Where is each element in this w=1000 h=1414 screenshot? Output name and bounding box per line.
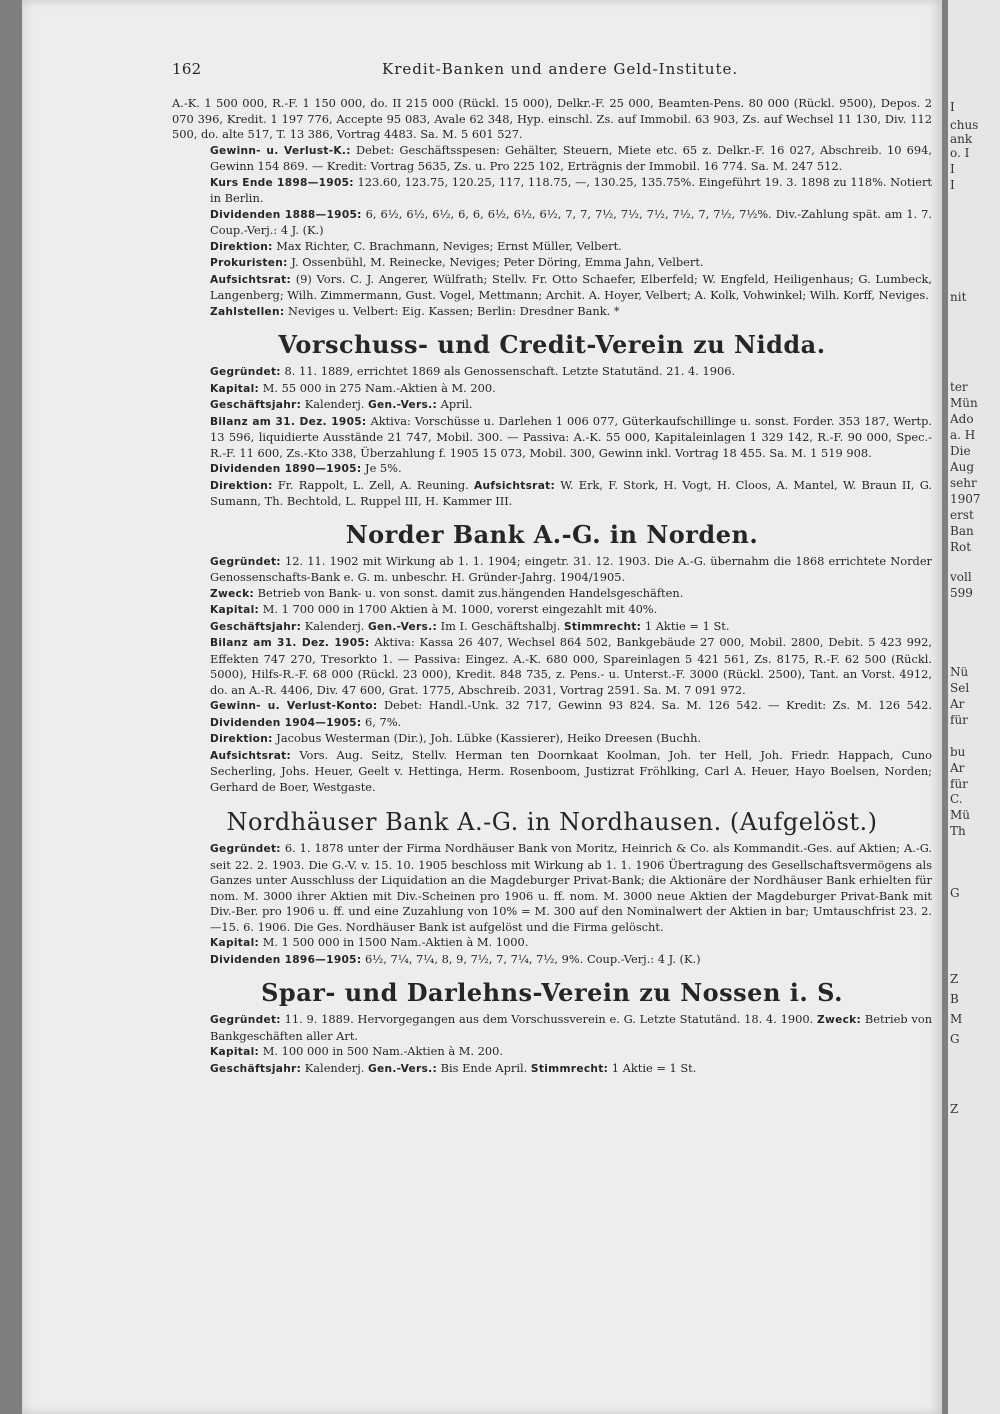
adjacent-page-fragment: o. I: [950, 146, 970, 160]
adjacent-page-fragment: ank: [950, 132, 973, 146]
adjacent-page-fragment: C.: [950, 792, 963, 806]
page-content: [172, 96, 932, 1077]
fiscal-year-entry: Geschäftsjahr: Kalenderj. Gen.-Vers.: Bis Ende April. Stimmrecht: 1 Aktie = 1 St.: [210, 1060, 697, 1075]
adjacent-page-edge: [948, 0, 1000, 1414]
founded-entry: Gegründet: 6. 1. 1878 unter der Firma Nordhäuser Bank von Moritz, Heinrich & Co. als Kommandit.-Ges. auf Aktien; A.-G. seit 22. 2. 1903. Die G.-V. v. 15. 10. 1905 beschloss mit Wirkung ab 1. 1. 1906 Übertragung des Gesellschaftsvermögens als Ganzes unter Ausschluss der Liquidation an die Magdeburger Privat-Bank; die Aktionäre der Nordhäuser Bank erhielten für nom. M. 3000 ihrer Aktien mit Div.-Scheinen pro 1906 u. ff. nom. M. 3000 neue Aktien der Magdeburger Privat-Bank mit Div.-Ber. pro 1906 u. ff. und eine Zuzahlung von 10% = M. 300 auf den Nominalwert der Aktien in bar; Umtauschfrist 23. 2.—15. 6. 1906. Die Ges. Nordhäuser Bank ist aufgelöst und die Firma gelöscht.: [210, 841, 933, 934]
adjacent-page-fragment: Ado: [950, 412, 974, 426]
founded-entry: Gegründet: 11. 9. 1889. Hervorgegangen aus dem Vorschussverein e. G. Letzte Statutänd. 18. 4. 1900. Zweck: Betrieb von Bankgeschäften aller Art.: [210, 1012, 933, 1043]
balance-entry: Bilanz am 31. Dez. 1905: Aktiva: Vorschüsse u. Darlehen 1 006 077, Güterkaufschillinge u. sonst. Forder. 353 187, Wertp. 13 596, liquidierte Ausstände 21 747, Mobil. 300. — Passiva: A.-K. 55 000, Kapitaleinlagen 1 329 142, R.-F. 90 000, Spec.-R.-F. 11 600, Zs.-Kto 338, Überzahlung f. 1905 15 073, Mobil. 300, Gewinn inkl. Vortrag 18 455. Sa. M. 1 519 908.: [210, 413, 932, 460]
adjacent-page-fragment: a. H: [950, 428, 976, 442]
supervisory-board-entry: Aufsichtsrat: Vors. Aug. Seitz, Stellv. Herman ten Doornkaat Koolman, Joh. ter Hell, Joh. Friedr. Happach, Cuno Secherling, Johs. Heuer, Geelt v. Hettinga, Herm. Rosenboom, Justizrat Fröhlking, Carl A. Heuer, Hayo Boelsen, Norden; Gerhard de Boer, Westgaste.: [210, 747, 932, 794]
adjacent-page-fragment: für: [950, 713, 968, 727]
fiscal-year-entry: Geschäftsjahr: Kalenderj. Gen.-Vers.: Im I. Geschäftshalbj. Stimmrecht: 1 Aktie = 1 St.: [210, 618, 730, 633]
procurators-entry: Prokuristen: J. Ossenbühl, M. Reinecke, Neviges; Peter Döring, Emma Jahn, Velbert.: [210, 255, 704, 269]
adjacent-page-fragment: nit: [950, 290, 967, 304]
adjacent-page-fragment: Aug: [950, 460, 975, 474]
founded-entry: Gegründet: 12. 11. 1902 mit Wirkung ab 1. 1. 1904; eingetr. 31. 12. 1903. Die A.-G. übernahm die 1868 errichtete Norder Genossenschafts-Bank e. G. m. unbeschr. H. Gründer-Jahrg. 1904/1905.: [210, 553, 933, 584]
section-title-nordhausen: Nordhäuser Bank A.-G. in Nordhausen. (Aufgelöst.): [226, 808, 878, 836]
adjacent-page-fragment: bu: [950, 745, 966, 759]
capital-entry: Kapital: M. 1 500 000 in 1500 Nam.-Aktien à M. 1000.: [210, 935, 529, 949]
adjacent-page-fragment: I: [950, 100, 955, 114]
directors-entry: Direktion: Max Richter, C. Brachmann, Neviges; Ernst Müller, Velbert.: [210, 238, 622, 253]
adjacent-page-fragment: Z: [950, 1102, 959, 1116]
adjacent-page-fragment: Nü: [950, 665, 969, 679]
supervisory-board-entry: Aufsichtsrat: (9) Vors. C. J. Angerer, Wülfrath; Stellv. Fr. Otto Schaefer, Elberfeld; W. Engfeld, Heiligenhaus; G. Lumbeck, Langenberg; Wilh. Zimmermann, Gust. Vogel, Mettmann; Archit. A. Hoyer, Velbert; A. Kolk, Vohwinkel; Wilh. Korff, Neviges.: [210, 271, 933, 302]
book-page: [22, 0, 942, 1414]
running-title: Kredit-Banken und andere Geld-Institute.: [382, 60, 739, 78]
adjacent-page-fragment: ter: [950, 380, 968, 394]
adjacent-page-fragment: I: [950, 162, 955, 176]
adjacent-page-fragment: G: [950, 886, 960, 900]
adjacent-page-fragment: Mün: [950, 396, 978, 410]
adjacent-page-fragment: I: [950, 178, 955, 192]
adjacent-page-fragment: Rot: [950, 540, 972, 554]
page-header: [172, 60, 932, 84]
directors-entry: Direktion: Jacobus Westerman (Dir.), Joh. Lübke (Kassierer), Heiko Dreesen (Buchh.: [210, 731, 702, 745]
balance-entry: Bilanz am 31. Dez. 1905: Aktiva: Kassa 26 407, Wechsel 864 502, Bankgebäude 27 000, Mobil. 2800, Debit. 5 423 992, Effekten 747 270, Tresorkto 1. — Passiva: Eingez. A.-K. 680 000, Spareinlagen 5 421 561, Zs. 8175, R.-F. 62 500 (Rückl. 5000), Hilfs-R.-F. 68 000 (Rückl. 23 000), Kredit. 848 735, z. Pens.- u. Unterst.-F. 3000 (Rückl. 2500), Tant. an Vorst. 4912, do. an A.-R. 4406, Div. 47 600, Grat. 1775, Abschreib. 2031, Vortrag 2591. Sa. M. 7 091 972.: [210, 635, 932, 697]
profit-loss-entry: Gewinn- u. Verlust-Konto: Debet: Handl.-Unk. 32 717, Gewinn 93 824. Sa. M. 126 542. — Kredit: Zs. M. 126 542. Dividenden 1904—1905: 6, 7%.: [210, 698, 932, 729]
adjacent-page-fragment: Z: [950, 972, 959, 986]
adjacent-page-fragment: Mü: [950, 808, 971, 822]
adjacent-page-fragment: Ban: [950, 524, 974, 538]
adjacent-page-fragment: Sel: [950, 681, 970, 695]
price-entry: Kurs Ende 1898—1905: 123.60, 123.75, 120.25, 117, 118.75, —, 130.25, 135.75%. Eingeführt 19. 3. 1898 zu 118%. Notiert in Berlin.: [210, 174, 932, 205]
founded-entry: Gegründet: 8. 11. 1889, errichtet 1869 als Genossenschaft. Letzte Statutänd. 21. 4. 1906.: [210, 364, 736, 378]
capital-entry: Kapital: M. 55 000 in 275 Nam.-Aktien à M. 200.: [210, 380, 496, 395]
profit-loss-entry: Gewinn- u. Verlust-K.: Debet: Geschäftsspesen: Gehälter, Steuern, Miete etc. 65 z. Delkr.-F. 16 027, Abschreib. 10 694, Gewinn 154 869. — Kredit: Vortrag 5635, Zs. u. Pro 225 102, Erträgnis der Immobil. 16 774. Sa. M. 247 512.: [210, 142, 932, 173]
adjacent-page-fragment: B: [950, 992, 959, 1006]
adjacent-page-fragment: G: [950, 1032, 960, 1046]
section-title-norden: Norder Bank A.-G. in Norden.: [345, 519, 759, 549]
adjacent-page-fragment: chus: [950, 118, 979, 132]
adjacent-page-fragment: voll: [950, 570, 972, 584]
adjacent-page-fragment: Ar: [950, 697, 965, 711]
balance-continuation: A.-K. 1 500 000, R.-F. 1 150 000, do. II 215 000 (Rückl. 15 000), Delkr.-F. 25 000, Beamten-Pens. 80 000 (Rückl. 9500), Depos. 2 070 396, Kredit. 1 197 776, Accepte 95 083, Avale 62 348, Hyp. einschl. Zs. auf Immobil. 63 903, Zs. auf Wechsel 11 130, Div. 112 500, do. alte 517, T. 13 386, Vortrag 4483. Sa. M. 5 601 527.: [172, 96, 932, 141]
adjacent-page-fragment: 1907: [950, 492, 981, 506]
purpose-entry: Zweck: Betrieb von Bank- u. von sonst. damit zus.hängenden Handelsgeschäften.: [210, 585, 684, 600]
adjacent-page-fragment: für: [950, 777, 968, 791]
section-title-nidda: Vorschuss- und Credit-Verein zu Nidda.: [278, 330, 826, 359]
dividends-entry: Dividenden 1896—1905: 6½, 7¼, 7¼, 8, 9, 7½, 7, 7¼, 7½, 9%. Coup.-Verj.: 4 J. (K.): [210, 951, 701, 966]
capital-entry: Kapital: M. 100 000 in 500 Nam.-Aktien à M. 200.: [210, 1044, 504, 1058]
paying-agents-entry: Zahlstellen: Neviges u. Velbert: Eig. Kassen; Berlin: Dresdner Bank. *: [210, 303, 620, 318]
adjacent-page-fragment: Ar: [950, 761, 965, 775]
section-title-nossen: Spar- und Darlehns-Verein zu Nossen i. S.: [261, 978, 843, 1007]
adjacent-page-fragment: erst: [950, 508, 974, 522]
fiscal-year-entry: Geschäftsjahr: Kalenderj. Gen.-Vers.: April.: [210, 397, 473, 411]
adjacent-page-fragment: sehr: [950, 476, 977, 490]
adjacent-page-fragment: M: [950, 1012, 963, 1026]
capital-entry: Kapital: M. 1 700 000 in 1700 Aktien à M. 1000, vorerst eingezahlt mit 40%.: [210, 602, 658, 616]
adjacent-page-fragment: Th: [950, 824, 966, 838]
page-number: 162: [172, 60, 202, 78]
dividends-entry: Dividenden 1890—1905: Je 5%.: [210, 461, 402, 475]
dividends-entry: Dividenden 1888—1905: 6, 6½, 6½, 6½, 6, 6, 6½, 6½, 6½, 7, 7, 7½, 7½, 7½, 7½, 7, 7½, 7½%. Div.-Zahlung spät. am 1. 7. Coup.-Verj.: 4 J. (K.): [210, 206, 933, 237]
directors-entry: Direktion: Fr. Rappolt, L. Zell, A. Reuning. Aufsichtsrat: W. Erk, F. Stork, H. Vogt, H. Cloos, A. Mantel, W. Braun II, G. Sumann, Th. Bechtold, L. Ruppel III, H. Kammer III.: [210, 477, 933, 508]
adjacent-page-fragment: Die: [950, 444, 971, 458]
adjacent-page-fragment: 599: [950, 586, 973, 600]
